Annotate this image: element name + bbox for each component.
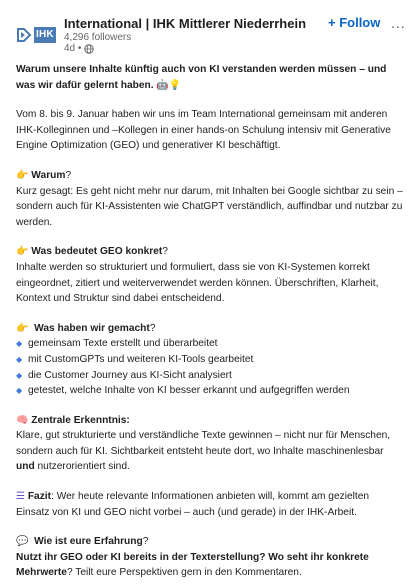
erkenntnis-text-a: Klare, gut strukturierte und verständliche Texte gewinnen – nicht nur für Menschen, sondern auch für KI. Sichtbarkeit entsteht heute dort, wo Inhalte maschinenlesbar [16, 430, 391, 457]
section-erkenntnis-title: Zentrale Erkenntnis: [31, 414, 130, 426]
section-gemacht-title: Was haben wir gemacht [34, 322, 150, 334]
spacer [16, 475, 404, 489]
robot-bulb-icon: 🤖💡 [156, 79, 182, 91]
section-geo-suffix: ? [162, 246, 168, 258]
erkenntnis-text-bold: und [16, 461, 35, 473]
section-warum-suffix: ? [65, 169, 72, 181]
spacer [16, 230, 404, 244]
section-warum-heading [16, 168, 404, 184]
globe-icon [84, 44, 94, 54]
section-geo-title: Was bedeutet GEO konkret [31, 246, 163, 258]
company-logo[interactable] [16, 24, 60, 46]
erkenntnis-text-b: nutzerorientiert sind. [37, 461, 130, 473]
list-item [16, 368, 404, 384]
follower-count: 4,296 followers [64, 32, 132, 43]
section-fazit-text: : Wer heute relevante Informationen anbieten will, kommt am gezielten Einsatz von KI und GEO nicht vorbei – auch (und gerade) in der IHK-Arbeit. [16, 491, 370, 518]
organization-name[interactable]: International | IHK Mittlerer Niederrhein [64, 16, 307, 31]
section-erfahrung-heading [16, 534, 404, 550]
list-item-text: gemeinsam Texte erstellt und überarbeitet [28, 338, 218, 350]
list-item-text: getestet, welche Inhalte von KI besser erkannt und aufgegriffen werden [28, 385, 350, 397]
post-time: 4d [64, 43, 76, 54]
list-item-text: mit CustomGPTs und weiteren KI-Tools gearbeitet [28, 353, 254, 365]
spacer [16, 93, 404, 107]
ihk-logo-icon [16, 27, 32, 43]
pointing-hand-icon: 👉 [16, 169, 29, 181]
diamond-bullet-icon: ◆ [16, 386, 23, 396]
section-gemacht-heading [16, 321, 404, 337]
diamond-bullet-icon: ◆ [16, 370, 23, 380]
post-meta [64, 43, 94, 54]
section-erkenntnis-text [16, 428, 404, 475]
post-intro-text: Warum unsere Inhalte künftig auch von KI verstanden werden müssen – und was wir dafür gelernt haben. [16, 64, 387, 91]
menu-lines-icon: ☰ [16, 491, 25, 503]
diamond-bullet-icon: ◆ [16, 339, 23, 349]
section-erfahrung-text [16, 550, 404, 581]
section-geo-text: Inhalte werden so strukturiert und formuliert, dass sie von KI-Systemen korrekt eingeordnet, zitiert und weiterverwendet werden können. Überschriften, Klarheit, Kontext und Struktur sind dabei entscheidend. [16, 261, 379, 305]
list-item [16, 383, 404, 399]
list-item [16, 352, 404, 368]
speech-bubble-icon: 💬 [16, 536, 29, 548]
section-fazit-title: Fazit [27, 491, 52, 503]
spacer [16, 399, 404, 413]
logo-text: IHK [34, 27, 56, 43]
spacer [16, 154, 404, 168]
more-options-button[interactable]: ... [391, 15, 406, 31]
pointing-hand-icon: 👉 [16, 246, 29, 258]
meta-separator: • [75, 43, 82, 54]
section-gemacht-suffix: ? [149, 322, 156, 334]
section-warum-text: Kurz gesagt: Es geht nicht mehr nur darum, mit Inhalten bei Google sichtbar zu sein – sondern auch für KI-Assistenten wie ChatGPT verständlich, auffindbar und nutzbar zu werden. [16, 185, 403, 228]
spacer [16, 520, 404, 534]
section-erfahrung-suffix: ? [142, 536, 149, 548]
section-geo-heading [16, 244, 404, 260]
section-erkenntnis-heading [16, 413, 404, 429]
post-header [0, 0, 412, 60]
section-warum-title: Warum [31, 169, 66, 181]
follow-button[interactable]: + Follow [328, 15, 381, 30]
section-erfahrung-title: Wie ist eure Erfahrung [34, 536, 143, 548]
post-intro [16, 62, 404, 93]
erfahrung-rest: ? Teilt eure Perspektiven gern in den Kommentaren. [66, 567, 302, 579]
post-paragraph-1: Vom 8. bis 9. Januar haben wir uns im Team International gemeinsam mit anderen IHK-Kolleginnen und –Kollegen in einer hands-on Schulung intensiv mit Generative Engine Optimization (GEO) und generativer KI beschäftigt. [16, 109, 391, 152]
list-item [16, 336, 404, 352]
pointing-hand-icon: 👉 [16, 322, 29, 334]
spacer [16, 307, 404, 321]
brain-icon: 🧠 [16, 414, 29, 426]
post-body [16, 62, 404, 581]
erfahrung-bold: Nutzt ihr GEO oder KI bereits in der Texterstellung? Wo seht ihr konkrete Mehrwerte [16, 551, 369, 579]
list-item-text: die Customer Journey aus KI-Sicht analysiert [28, 369, 232, 381]
section-fazit [16, 489, 404, 520]
diamond-bullet-icon: ◆ [16, 354, 23, 364]
